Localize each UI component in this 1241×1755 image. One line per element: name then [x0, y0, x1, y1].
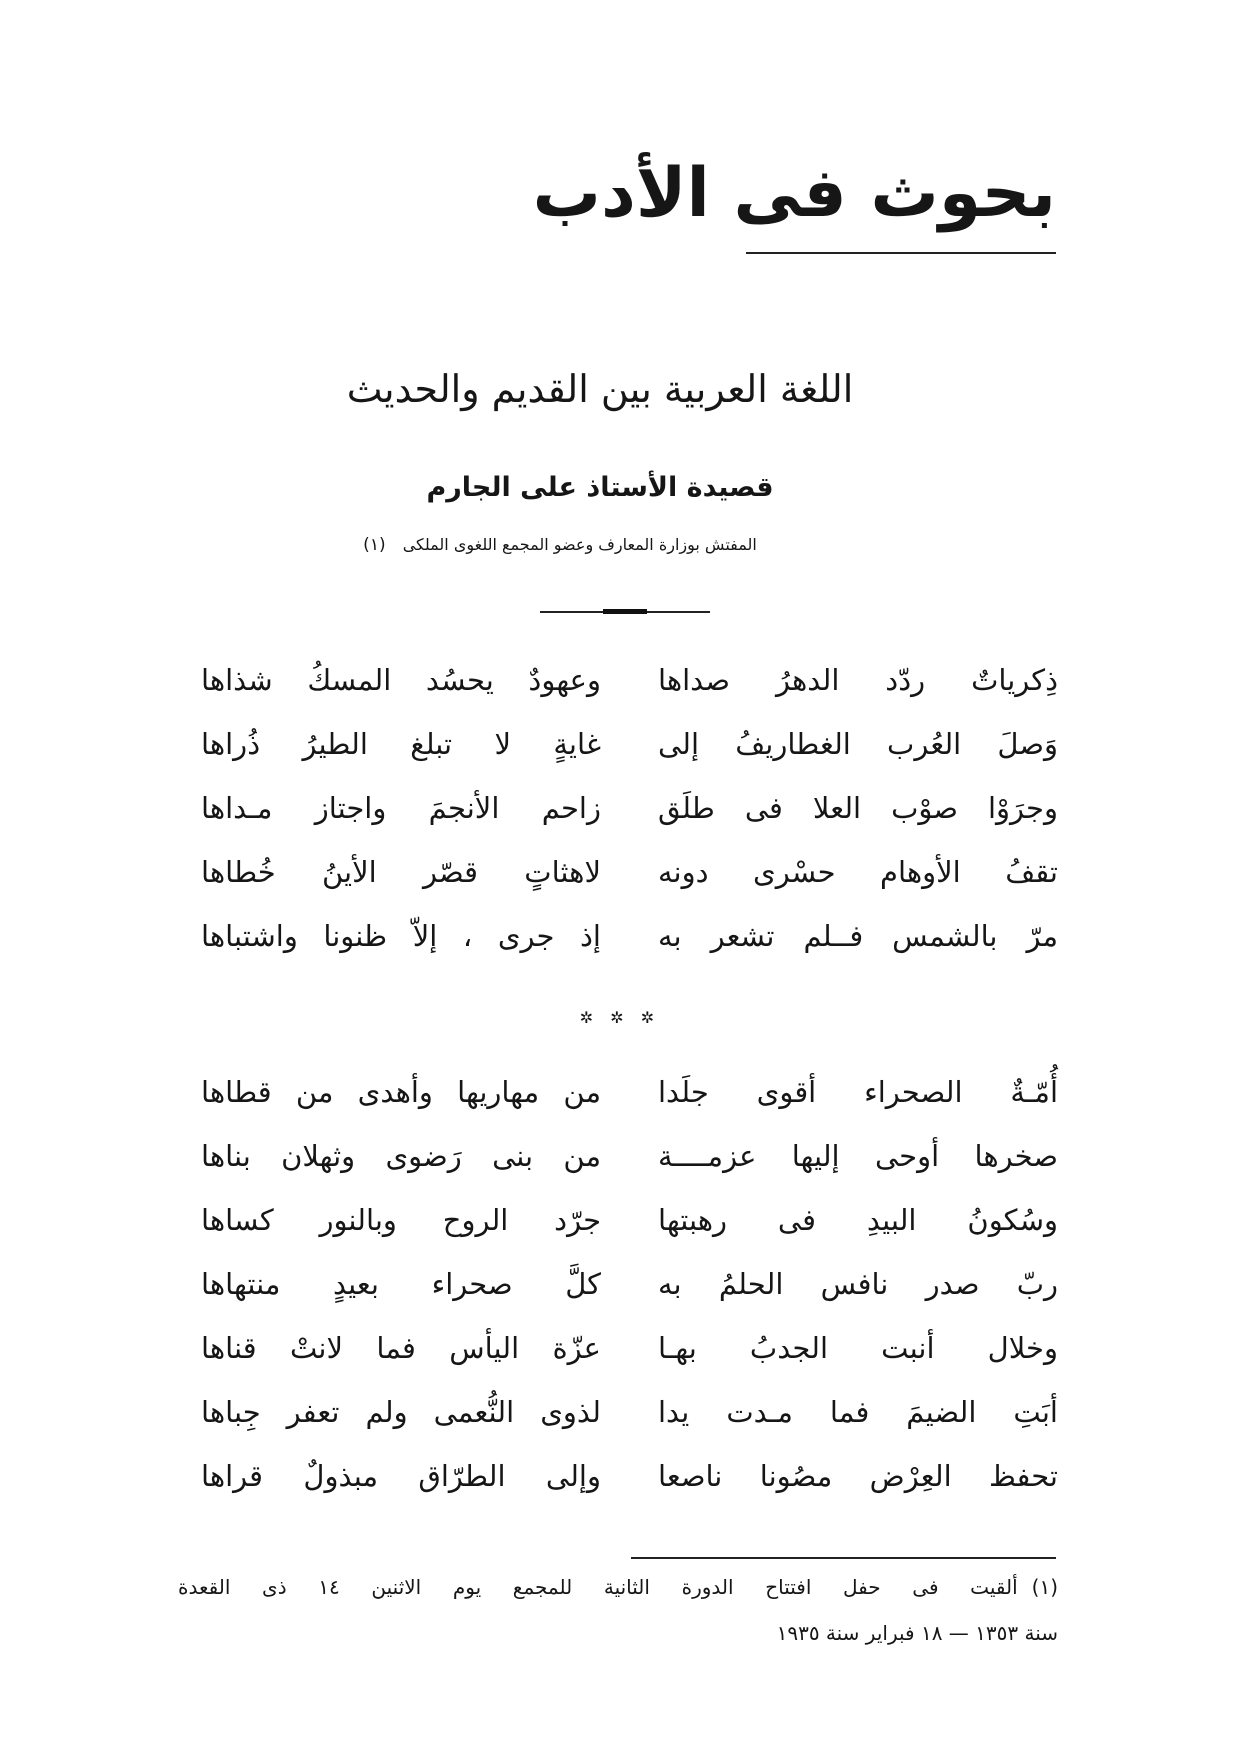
verse-first-hemistich: ربّ صدر نافس الحلمُ به — [658, 1267, 1058, 1301]
verse-second-hemistich: من مهاريها وأهدى من قطاها — [201, 1075, 601, 1109]
verse — [0, 1124, 1241, 1188]
verse — [0, 840, 1241, 904]
verse-first-hemistich: وخلال أنبت الجدبُ بهـا — [658, 1331, 1058, 1365]
poem-title: اللغة العربية بين القديم والحديث — [346, 367, 854, 411]
verse — [0, 712, 1241, 776]
poet-role-text: المفتش بوزارة المعارف وعضو المجمع اللغوى الملكى — [402, 535, 757, 554]
footnote-line-1 — [178, 1577, 1058, 1597]
section-title: بحوث فى الأدب — [532, 154, 1056, 233]
verse-second-hemistich: كلَّ صحراء بعيدٍ منتهاها — [201, 1267, 601, 1301]
verse-first-hemistich: تقفُ الأوهام حسْرى دونه — [658, 855, 1058, 889]
verse — [0, 1316, 1241, 1380]
verse-first-hemistich: أبَتِ الضيمَ فما مـدت يدا — [658, 1395, 1058, 1429]
verse-first-hemistich: وسُكونُ البيدِ فى رهبتها — [658, 1203, 1058, 1237]
verse-first-hemistich: صخرها أوحى إليها عزمــــة — [658, 1139, 1058, 1173]
verse-first-hemistich: ذِكرياتٌ ردّد الدهرُ صداها — [658, 663, 1058, 697]
poet-role — [260, 537, 860, 554]
verse-second-hemistich: جرّد الروح وبالنور كساها — [201, 1203, 601, 1237]
verse — [0, 648, 1241, 712]
verse — [0, 1444, 1241, 1508]
stanza-2 — [0, 1060, 1241, 1508]
stanza-1 — [0, 648, 1241, 968]
verse-second-hemistich: من بنى رَضوى وثهلان بناها — [201, 1139, 601, 1173]
verse-second-hemistich: وإلى الطرّاق مبذولٌ قراها — [201, 1459, 601, 1493]
verse — [0, 904, 1241, 968]
footnote-text: ألقيت فى حفل افتتاح الدورة الثانية للمجمع يوم الاثنين ١٤ ذى القعدة — [178, 1575, 1018, 1599]
verse — [0, 776, 1241, 840]
verse-first-hemistich: تحفظ العِرْض مصُونا ناصعا — [658, 1459, 1058, 1493]
title-divider — [540, 611, 710, 613]
poem-subtitle: قصيدة الأستاذ على الجارم — [426, 472, 774, 503]
verse-first-hemistich: مرّ بالشمس فــلم تشعر به — [658, 919, 1058, 953]
section-title-underline — [746, 252, 1056, 254]
verse-second-hemistich: لاهثاتٍ قصّر الأينُ خُطاها — [201, 855, 601, 889]
verse-second-hemistich: وعهودٌ يحسُد المسكُ شذاها — [201, 663, 601, 697]
verse-second-hemistich: عزّة اليأس فما لانتْ قناها — [201, 1331, 601, 1365]
verse — [0, 1188, 1241, 1252]
verse — [0, 1252, 1241, 1316]
verse — [0, 1060, 1241, 1124]
section-header — [532, 154, 1056, 265]
footnote-reference: (١) — [363, 535, 386, 555]
verse-first-hemistich: وجرَوْا صوْب العلا فى طلَق — [658, 791, 1058, 825]
verse — [0, 1380, 1241, 1444]
verse-first-hemistich: وَصلَ العُرب الغطاريفُ إلى — [658, 727, 1058, 761]
verse-first-hemistich: أُمّـةٌ الصحراء أقوى جلَدا — [658, 1075, 1058, 1109]
footnote-separator — [631, 1557, 1056, 1559]
footnote-number: (١) — [1031, 1575, 1058, 1599]
verse-second-hemistich: إذ جرى ، إلاّ ظنونا واشتباها — [201, 919, 601, 953]
stanza-divider-stars: ✲ ✲ ✲ — [579, 1008, 661, 1027]
verse-second-hemistich: لذوى النُّعمى ولم تعفر جِباها — [201, 1395, 601, 1429]
footnote-line-2: سنة ١٣٥٣ — ١٨ فبراير سنة ١٩٣٥ — [776, 1621, 1058, 1645]
verse-second-hemistich: زاحم الأنجمَ واجتاز مـداها — [201, 791, 601, 825]
verse-second-hemistich: غايةٍ لا تبلغ الطيرُ ذُراها — [201, 727, 601, 761]
